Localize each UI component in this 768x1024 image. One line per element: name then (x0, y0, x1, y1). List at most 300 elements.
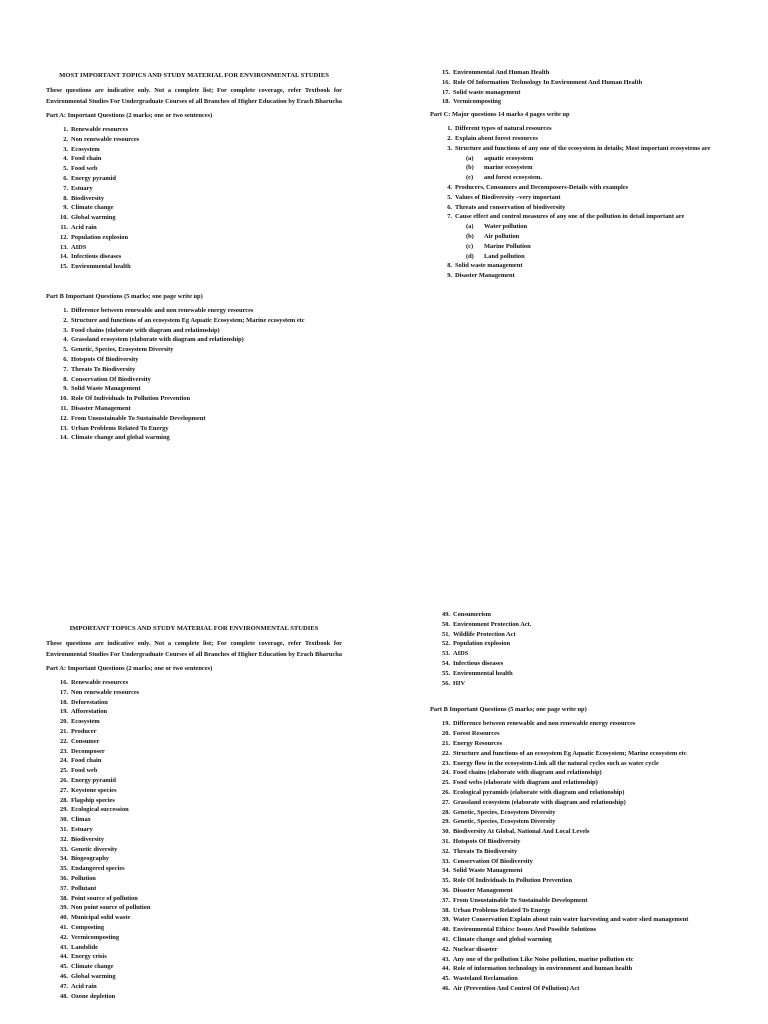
list-item (54, 845, 342, 855)
sub-list-item-text: Land pollution (484, 252, 525, 260)
list-item-text: Conservation Of Biodiversity (453, 857, 533, 865)
list-item (436, 620, 748, 630)
list-item (440, 134, 730, 144)
list-item (436, 886, 748, 896)
list-item (54, 962, 342, 972)
list-item-number: 3. (447, 144, 452, 152)
list-item (436, 876, 748, 886)
list-item (54, 756, 342, 766)
list-item-text: Decomposer (71, 747, 105, 755)
list-item-text: Global warming (71, 214, 116, 222)
list-item (54, 688, 342, 698)
list-item-text: Municipal solid waste (71, 914, 131, 922)
list-item-number: 51. (442, 630, 450, 638)
list-item-number: 3. (63, 326, 68, 334)
list-item (54, 786, 342, 796)
list-item (436, 964, 748, 974)
sub-list-item-text: and forest ecosystem. (484, 174, 542, 182)
list-item-text: Genetic, Species, Ecosystem Diversity (453, 818, 556, 826)
list-item (440, 203, 730, 213)
sub-list-item-letter: (a) (466, 223, 474, 231)
list-item (436, 759, 748, 769)
list-item (436, 817, 748, 827)
page2-left-column (46, 624, 342, 1001)
sub-list-item (466, 154, 730, 164)
list-item (436, 788, 748, 798)
list-item (436, 866, 748, 876)
list-item-text: Energy flow in the ecosystem-Link all the natural cycles such as water cycle (453, 759, 659, 767)
list-item-number: 25. (442, 779, 450, 787)
list-item (54, 355, 342, 365)
list-item-number: 15. (60, 263, 68, 271)
list-item (54, 233, 342, 243)
list-item-number: 24. (60, 757, 68, 765)
part-a-continued-list (430, 610, 748, 688)
list-item-text: Energy crisis (71, 953, 107, 961)
list-item (54, 854, 342, 864)
part-a-list (46, 678, 342, 1001)
list-item-number: 26. (442, 788, 450, 796)
list-item (436, 827, 748, 837)
list-item-text: HIV (453, 679, 466, 687)
list-item-text: Any one of the pollution Like Noise pollution, marine pollution etc (453, 955, 634, 963)
list-item (54, 326, 342, 336)
list-item (54, 933, 342, 943)
sub-list-item-text: aquatic ecosystem (484, 154, 534, 162)
list-item (54, 835, 342, 845)
list-item-text: Food web (71, 767, 98, 775)
list-item-text: Food chain (71, 757, 102, 765)
list-item-number: 31. (60, 825, 68, 833)
list-item (54, 145, 342, 155)
list-item-text: Population explosion (453, 640, 510, 648)
list-item-text: Environmental health (71, 263, 131, 271)
list-item-number: 34. (442, 867, 450, 875)
list-item-number: 4. (447, 183, 452, 191)
list-item-text: Energy pyramid (71, 776, 116, 784)
list-item-text: Different types of natural resources (455, 125, 552, 133)
list-item-number: 42. (442, 945, 450, 953)
list-item-text: Population explosion (71, 233, 128, 241)
sub-list-item-text: marine ecosystem (484, 164, 533, 172)
list-item (436, 649, 748, 659)
sub-list-item-letter: (b) (466, 232, 474, 240)
list-item-text: Difference between renewable and non renewable energy resources (71, 306, 254, 314)
list-item-text: Threats and conservation of biodiversity (455, 203, 566, 211)
list-item-number: 2. (63, 316, 68, 324)
list-item-text: Flagship species (71, 796, 115, 804)
list-item (54, 306, 342, 316)
list-item (436, 739, 748, 749)
list-item (54, 943, 342, 953)
page-title: MOST IMPORTANT TOPICS AND STUDY MATERIAL FOR ENVIRONMENTAL STUDIES (59, 72, 329, 79)
part-c-heading: Part C: Major questions 14 marks 4 pages write up (430, 111, 570, 119)
sub-list-item-letter: (c) (466, 242, 474, 250)
list-item-text: Biodiversity (71, 194, 105, 202)
list-item-text: Infectious diseases (71, 253, 122, 261)
list-item-number: 48. (60, 992, 68, 1000)
list-item-text: Infectious diseases (453, 659, 504, 667)
list-item-text: Nuclear disaster (453, 945, 498, 953)
list-item-number: 54. (442, 659, 450, 667)
list-item (54, 952, 342, 962)
sub-list-item (466, 232, 730, 242)
list-item (54, 805, 342, 815)
sub-list-item-letter: (b) (466, 164, 474, 172)
list-item-text: Solid Waste Management (71, 385, 141, 393)
list-item-number: 1. (447, 125, 452, 133)
list-item-number: 8. (447, 262, 452, 270)
list-item-text: Climax (71, 816, 91, 824)
list-item (54, 125, 342, 135)
list-item (436, 639, 748, 649)
list-item-number: 4. (63, 336, 68, 344)
list-item-text: Solid waste management (455, 262, 523, 270)
list-item (436, 669, 748, 679)
list-item (54, 345, 342, 355)
list-item (54, 194, 342, 204)
list-item-text: Grassland ecosystem (elaborate with diagram and relationship) (71, 336, 244, 344)
list-item (440, 261, 730, 271)
list-item (436, 847, 748, 857)
list-item (54, 243, 342, 253)
list-item-number: 32. (442, 847, 450, 855)
part-b-heading: Part B Important Questions (5 marks; one page write up) (46, 292, 203, 300)
list-item-number: 3. (63, 145, 68, 153)
list-item-number: 5. (63, 165, 68, 173)
list-item-number: 14. (60, 434, 68, 442)
list-item (54, 678, 342, 688)
list-item-text: Structure and functions of any one of the ecosystem in details; Most important ecosystems are (455, 144, 711, 152)
list-item-text: Water Conservation Explain about rain water harvesting and water shed management (453, 916, 689, 924)
list-item-number: 44. (60, 953, 68, 961)
list-item (436, 896, 748, 906)
list-item-number: 17. (60, 688, 68, 696)
list-item-number: 20. (442, 730, 450, 738)
list-item-text: Threats To Biodiversity (71, 365, 136, 373)
list-item-text: Grassland ecosystem (elaborate with diagram and relationship) (453, 798, 626, 806)
sub-list-item-text: Water pollution (484, 223, 528, 231)
list-item (54, 913, 342, 923)
part-c-list (430, 124, 730, 281)
list-item-text: From Unsustainable To Sustainable Development (71, 414, 206, 422)
list-item-number: 47. (60, 982, 68, 990)
list-item-number: 46. (442, 984, 450, 992)
list-item-text: Renewable resources (71, 126, 129, 133)
list-item-number: 39. (60, 904, 68, 912)
list-item-text: Food chain (71, 155, 102, 163)
list-item-number: 45. (442, 975, 450, 983)
list-item-text: Difference between renewable and non renewable energy resources (453, 720, 636, 728)
list-item (436, 808, 748, 818)
list-item (436, 768, 748, 778)
list-item-text: Urban Problems Related To Energy (453, 906, 551, 914)
list-item-text: Non renewable resources (71, 688, 140, 696)
list-item-text: Genetic diversity (71, 845, 118, 853)
list-item (54, 384, 342, 394)
list-item-number: 17. (442, 88, 450, 96)
page1-right-column (430, 68, 730, 281)
list-item-text: Producer (71, 727, 97, 735)
list-item-number: 12. (60, 233, 68, 241)
list-item-number: 13. (60, 424, 68, 432)
list-item (54, 923, 342, 933)
list-item-text: Non point source of pollution (71, 904, 151, 912)
list-item-text: AIDS (453, 650, 469, 658)
part-b-continued-list (430, 68, 730, 107)
list-item (436, 798, 748, 808)
list-item-text: Ecological pyramids (elaborate with diagram and relationship) (453, 788, 625, 796)
list-item-number: 6. (447, 203, 452, 211)
list-item-text: Genetic, Species, Ecosystem Diversity (453, 808, 556, 816)
list-item-number: 52. (442, 640, 450, 648)
list-item-number: 20. (60, 718, 68, 726)
list-item-number: 21. (442, 739, 450, 747)
list-item-text: Explain about forest resources (455, 134, 538, 142)
list-item (54, 365, 342, 375)
list-item-text: Keystone species (71, 786, 117, 794)
list-item (440, 271, 730, 281)
list-item (54, 796, 342, 806)
list-item (54, 992, 342, 1002)
list-item-text: Consumer (71, 737, 100, 745)
list-item-number: 2. (63, 135, 68, 143)
list-item-text: Estuary (71, 184, 93, 192)
list-item-text: Non renewable resources (71, 135, 140, 143)
list-item (436, 778, 748, 788)
list-item-number: 36. (60, 874, 68, 882)
page1-left-column (46, 71, 342, 443)
page-title: IMPORTANT TOPICS AND STUDY MATERIAL FOR ENVIRONMENTAL STUDIES (69, 625, 319, 632)
sub-list-item-text: Marine Pollution (484, 242, 531, 250)
list-item-number: 56. (442, 679, 450, 687)
list-item-text: Urban Problems Related To Energy (71, 424, 169, 432)
list-item-text: Acid rain (71, 982, 97, 990)
list-item (436, 915, 748, 925)
list-item-number: 10. (60, 395, 68, 403)
list-item-number: 37. (442, 896, 450, 904)
list-item (54, 864, 342, 874)
list-item-text: Hotspots Of Biodiversity (71, 355, 139, 363)
list-item-text: Energy pyramid (71, 174, 116, 182)
list-item (54, 903, 342, 913)
list-item (54, 394, 342, 404)
list-item-text: Wasteland Reclamation (453, 975, 518, 983)
list-item-number: 38. (442, 906, 450, 914)
list-item (436, 659, 748, 669)
list-item-number: 31. (442, 837, 450, 845)
list-item-text: Landslide (71, 943, 98, 951)
list-item-text: Biogeography (71, 855, 109, 863)
list-item-text: Acid rain (71, 223, 97, 231)
list-item (436, 679, 748, 689)
list-item-number: 22. (60, 737, 68, 745)
sub-list-item-text: Air pollution (484, 232, 520, 240)
list-item-text: Food webs (elaborate with diagram and relationship) (453, 779, 598, 787)
list-item-number: 45. (60, 963, 68, 971)
list-item-number: 1. (63, 126, 68, 133)
part-b-list (430, 719, 748, 993)
list-item (54, 262, 342, 272)
list-item-number: 19. (442, 720, 450, 728)
list-item-number: 34. (60, 855, 68, 863)
list-item-number: 50. (442, 620, 450, 628)
list-item-number: 32. (60, 835, 68, 843)
list-item (54, 874, 342, 884)
list-item-number: 30. (442, 828, 450, 836)
list-item-number: 41. (60, 923, 68, 931)
list-item-number: 53. (442, 650, 450, 658)
list-item (436, 925, 748, 935)
list-item (54, 184, 342, 194)
list-item-number: 33. (442, 857, 450, 865)
list-item (436, 984, 748, 994)
list-item (54, 815, 342, 825)
list-item (440, 212, 730, 222)
list-item (54, 424, 342, 434)
list-item-number: 41. (442, 935, 450, 943)
list-item-text: Genetic, Species, Ecosystem Diversity (71, 346, 174, 354)
list-item-text: Afforestation (71, 708, 108, 716)
list-item-text: Disaster Management (455, 272, 515, 280)
list-item-number: 28. (60, 796, 68, 804)
list-item-text: Producers, Consumers and Decomposers-Details with examples (455, 183, 629, 191)
list-item-number: 2. (447, 134, 452, 142)
intro-paragraph: These questions are indicative only. Not a complete list; For complete coverage, refer Textbook for Environmental Studies For Undergraduate Courses of all Branches of Higher Education by Erach Bharucha (46, 640, 342, 658)
list-item (436, 955, 748, 965)
list-item-text: Renewable resources (71, 679, 129, 686)
list-item (436, 729, 748, 739)
list-item-number: 40. (442, 926, 450, 934)
list-item (54, 174, 342, 184)
list-item-text: Disaster Management (453, 886, 513, 894)
list-item-text: AIDS (71, 243, 87, 251)
list-item (54, 894, 342, 904)
list-item-text: Role Of Information Technology In Environment And Human Health (453, 78, 643, 86)
sub-list (440, 222, 730, 261)
list-item-text: Values of Biodiversity –very important (455, 193, 561, 201)
list-item-text: Consumerism (453, 611, 491, 618)
list-item (440, 144, 730, 154)
list-item-text: Structure and functions of an ecosystem Eg Aquatic Ecosystem; Marine ecosystem etc (71, 316, 305, 324)
list-item-text: Environmental And Human Health (453, 69, 550, 76)
list-item-number: 43. (442, 955, 450, 963)
sub-list-item (466, 222, 730, 232)
list-item-text: Climate change and global warming (453, 935, 552, 943)
list-item-number: 7. (63, 365, 68, 373)
list-item-text: Climate change and global warming (71, 434, 170, 442)
list-item-text: Solid Waste Management (453, 867, 523, 875)
list-item-text: Environment Protection Act. (453, 620, 532, 628)
list-item-text: Pollutant (71, 884, 97, 892)
list-item-text: Climate change (71, 204, 114, 212)
list-item-text: Hotspots Of Biodiversity (453, 837, 521, 845)
list-item-number: 28. (442, 808, 450, 816)
part-a-heading: Part A: Important Questions (2 marks; one or two sentences) (46, 112, 213, 119)
sub-list-item-letter: (c) (466, 174, 474, 182)
list-item-number: 9. (63, 204, 68, 212)
list-item-number: 21. (60, 727, 68, 735)
list-item-number: 18. (442, 98, 450, 106)
list-item (54, 825, 342, 835)
list-item (54, 414, 342, 424)
list-item-number: 8. (63, 194, 68, 202)
list-item (54, 776, 342, 786)
list-item-number: 9. (447, 272, 452, 280)
list-item (54, 982, 342, 992)
list-item (436, 935, 748, 945)
list-item-text: Food chains (elaborate with diagram and relationship) (453, 769, 602, 777)
sub-list-item (466, 163, 730, 173)
part-a-list (46, 125, 342, 272)
list-item-number: 38. (60, 894, 68, 902)
list-item (54, 154, 342, 164)
list-item-text: Cause effect and control measures of any one of the pollution in detail important are (455, 213, 685, 221)
list-item-number: 25. (60, 767, 68, 775)
list-item (54, 747, 342, 757)
list-item-number: 29. (60, 806, 68, 814)
list-item (436, 719, 748, 729)
list-item-text: Food chains (elaborate with diagram and relationship) (71, 326, 220, 334)
list-item-number: 49. (442, 611, 450, 618)
list-item-number: 22. (442, 749, 450, 757)
sub-list-item (466, 252, 730, 262)
list-item-number: 33. (60, 845, 68, 853)
sub-list-item-letter: (a) (466, 154, 474, 162)
list-item-text: Food web (71, 165, 98, 173)
list-item (54, 223, 342, 233)
list-item (436, 974, 748, 984)
list-item-text: Conservation Of Biodiversity (71, 375, 151, 383)
list-item-number: 1. (63, 306, 68, 314)
list-item-number: 11. (60, 404, 68, 412)
list-item-text: Global warming (71, 972, 116, 980)
list-item-text: Ozone depletion (71, 992, 116, 1000)
list-item (436, 97, 730, 107)
part-b-list (46, 306, 342, 443)
list-item-text: Vermicomposting (453, 98, 502, 106)
list-item (54, 766, 342, 776)
list-item-text: Biodiversity At Global, National And Local Levels (453, 828, 590, 836)
list-item-text: Vermicomposting (71, 933, 120, 941)
list-item-number: 13. (60, 243, 68, 251)
list-item-number: 27. (60, 786, 68, 794)
list-item-number: 42. (60, 933, 68, 941)
list-item (54, 884, 342, 894)
list-item-text: Estuary (71, 825, 93, 833)
list-item-number: 37. (60, 884, 68, 892)
list-item-text: Air (Prevention And Control Of Pollution) Act (453, 984, 580, 992)
list-item-number: 8. (63, 375, 68, 383)
list-item-text: Endangered species (71, 865, 125, 873)
list-item-text: Ecological succession (71, 806, 129, 814)
page2-right-column (430, 610, 748, 994)
list-item (440, 183, 730, 193)
list-item-number: 23. (442, 759, 450, 767)
list-item (440, 124, 730, 134)
list-item (436, 78, 730, 88)
list-item (54, 404, 342, 414)
list-item-number: 7. (63, 184, 68, 192)
list-item (54, 972, 342, 982)
sub-list-item (466, 173, 730, 183)
list-item-number: 23. (60, 747, 68, 755)
sub-list (440, 154, 730, 183)
list-item-text: Environmental health (453, 669, 513, 677)
list-item (54, 252, 342, 262)
list-item-number: 18. (60, 698, 68, 706)
list-item-number: 14. (60, 253, 68, 261)
